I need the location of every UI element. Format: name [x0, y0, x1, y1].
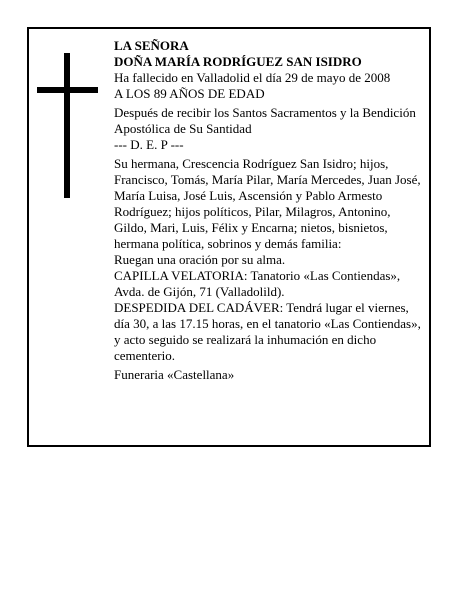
- cross-icon: [64, 53, 70, 198]
- chapel-paragraph: CAPILLA VELATORIA: Tanatorio «Las Contiendas», Avda. de Gijón, 71 (Valladolild).: [114, 268, 401, 299]
- deceased-name: DOÑA MARÍA RODRÍGUEZ SAN ISIDRO: [114, 54, 362, 69]
- intro-line: LA SEÑORA: [114, 38, 189, 53]
- funeral-home-line: Funeraria «Castellana»: [114, 367, 235, 382]
- sacraments-line: Después de recibir los Santos Sacramentos y la Bendición Apostólica de Su Santidad: [114, 105, 416, 136]
- obituary-text: [114, 38, 424, 383]
- family-paragraph: Su hermana, Crescencia Rodríguez San Isidro; hijos, Francisco, Tomás, María Pilar, María Mercedes, Juan José, María Luisa, José Luis, Ascensión y Pablo Armesto Rodríguez; hijos políticos, Pilar, Milagros, Antonino, Gildo, Mari, Luis, Félix y Encarna; nietos, bisnietos, hermana política, sobrinos y demás familia:: [114, 156, 421, 251]
- prayer-line: Ruegan una oración por su alma.: [114, 252, 286, 267]
- rip-line: --- D. E. P ---: [114, 137, 184, 152]
- cross-icon-bar: [37, 87, 98, 93]
- farewell-paragraph: DESPEDIDA DEL CADÁVER: Tendrá lugar el viernes, día 30, a las 17.15 horas, en el tanatorio «Las Contiendas», y acto seguido se realizará la inhumación en dicho cementerio.: [114, 300, 421, 363]
- age-line: A LOS 89 AÑOS DE EDAD: [114, 86, 265, 101]
- death-line: Ha fallecido en Valladolid el día 29 de mayo de 2008: [114, 70, 391, 85]
